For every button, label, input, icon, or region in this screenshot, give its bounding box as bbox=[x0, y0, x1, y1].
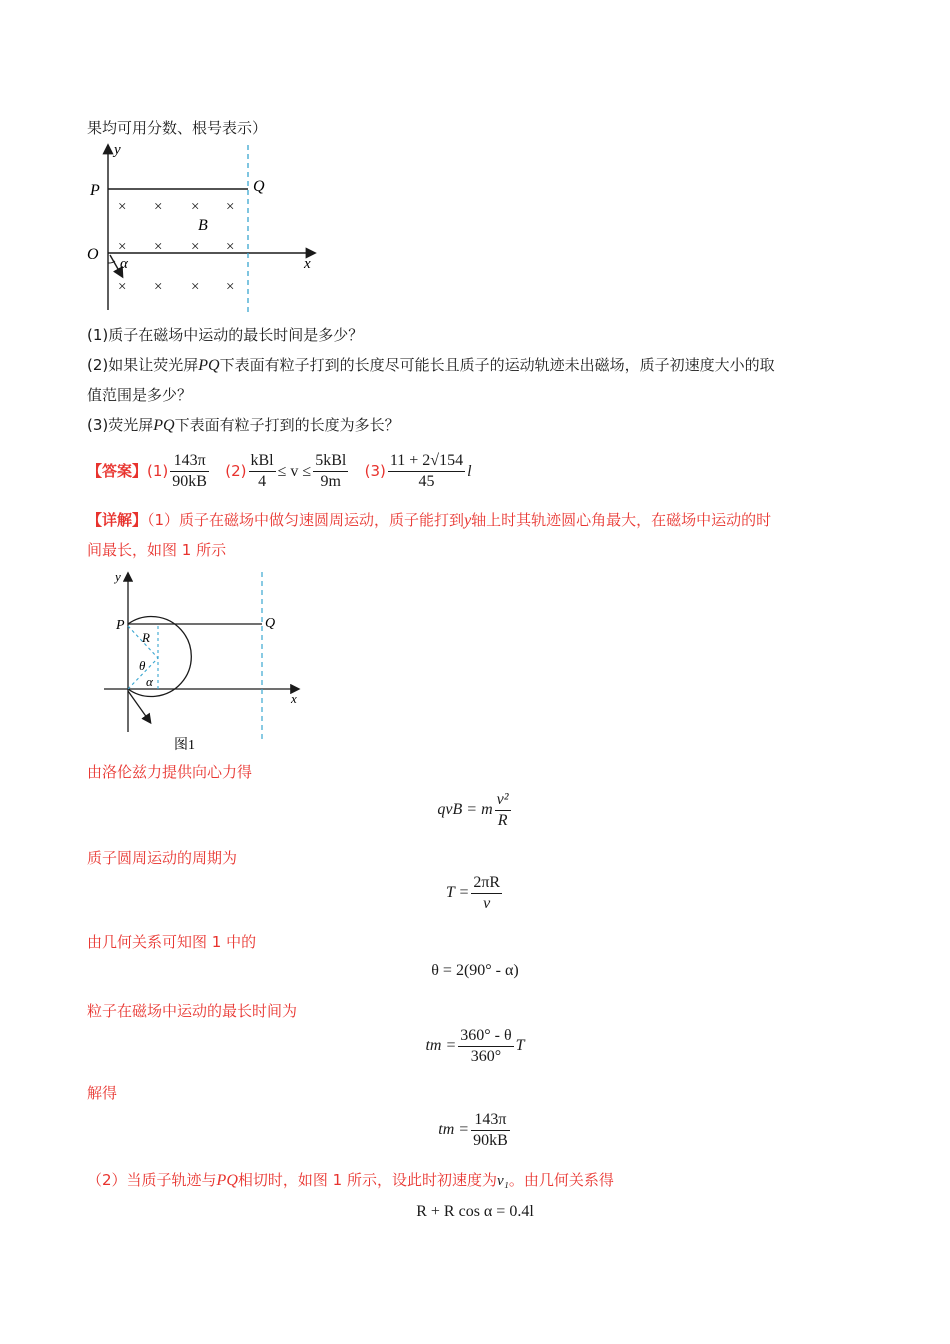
step-2-text: 质子圆周运动的周期为 bbox=[87, 849, 238, 867]
fig1-label-alpha: α bbox=[146, 674, 153, 689]
label-alpha: α bbox=[120, 256, 128, 272]
detail-line-1: 【详解】（1）质子在磁场中做匀速圆周运动，质子能打到y轴上时其轨迹圆心角最大，在磁场中运动的时 bbox=[87, 511, 772, 529]
cross: × bbox=[118, 239, 127, 255]
fig1-label-r: R bbox=[142, 630, 150, 645]
formula-2: T = $\frac{2\pi R}{v}$ bbox=[445, 874, 501, 912]
label-y: y bbox=[114, 142, 121, 158]
formula-5: tm = $\frac{143\pi}{90kB}$ bbox=[438, 1111, 508, 1149]
cross: × bbox=[226, 239, 235, 255]
answer-3-frac: $\frac{11 + 2√154}{45}$ bbox=[389, 452, 464, 490]
cross: × bbox=[226, 279, 235, 295]
step-3-text: 由几何关系可知图 1 中的 bbox=[87, 933, 257, 951]
answer-line: 【答案】(1) $\frac{143\pi}{90kB}$ (2) $\frac{\text{kBl}}{4}$ ≤ v ≤ $\frac{\text{5kBl}}{9m}$ (3) $\frac{11 + 2√154}{45}$ l bbox=[87, 452, 472, 490]
formula-1: qvB = m $\frac{\text{v²}}{R}$ bbox=[437, 791, 509, 829]
cross: × bbox=[154, 199, 163, 215]
question-2-cont: 值范围是多少？ bbox=[87, 386, 193, 404]
cross: × bbox=[154, 279, 163, 295]
formula-3: θ = 2(90° - α) bbox=[431, 962, 519, 979]
fig1-trajectory bbox=[128, 617, 191, 697]
label-b: B bbox=[198, 217, 208, 234]
question-2: (2)如果让荧光屏PQ下表面有粒子打到的长度尽可能长且质子的运动轨迹未出磁场，质子初速度大小的取 bbox=[87, 356, 775, 374]
detail-line-2: 间最长，如图 1 所示 bbox=[87, 541, 227, 559]
step-6-text: （2）当质子轨迹与PQ相切时，如图 1 所示，设此时初速度为v₁。由几何关系得 bbox=[87, 1171, 614, 1189]
cross: × bbox=[226, 199, 235, 215]
fig1-caption: 图1 bbox=[174, 738, 195, 753]
answer-2-right-frac: $\frac{\text{5kBl}}{9m}$ bbox=[315, 452, 347, 490]
cross: × bbox=[191, 199, 200, 215]
step-5-text: 解得 bbox=[87, 1084, 118, 1102]
cross: × bbox=[118, 279, 127, 295]
answer-label: 【答案】 bbox=[87, 462, 148, 480]
fig1-label-p: P bbox=[116, 618, 125, 633]
step-4-text: 粒子在磁场中运动的最长时间为 bbox=[87, 1002, 298, 1020]
fig1-label-x: x bbox=[291, 691, 297, 706]
fig1-label-q: Q bbox=[265, 616, 276, 631]
intro-text: 果均可用分数、根号表示） bbox=[87, 119, 268, 137]
cross: × bbox=[191, 239, 200, 255]
formula-4: tm = $\frac{360^\circ - \theta}{360^\circ}$ T bbox=[425, 1027, 525, 1065]
figure-1 bbox=[100, 566, 310, 756]
problem-figure bbox=[82, 140, 332, 315]
question-1: (1)质子在磁场中运动的最长时间是多少？ bbox=[87, 326, 364, 344]
formula-6: R + R cos α = 0.4l bbox=[416, 1203, 534, 1220]
fig1-label-y: y bbox=[115, 569, 121, 584]
answer-2-left-frac: $\frac{\text{kBl}}{4}$ bbox=[250, 452, 274, 490]
label-p: P bbox=[90, 182, 100, 199]
cross: × bbox=[154, 239, 163, 255]
label-o: O bbox=[87, 246, 99, 263]
label-x: x bbox=[304, 256, 311, 272]
step-1-text: 由洛伦兹力提供向心力得 bbox=[87, 763, 253, 781]
cross: × bbox=[191, 279, 200, 295]
question-3: (3)荧光屏PQ下表面有粒子打到的长度为多长？ bbox=[87, 416, 400, 434]
label-q: Q bbox=[253, 178, 265, 195]
fig1-label-theta: θ bbox=[139, 658, 146, 673]
cross: × bbox=[118, 199, 127, 215]
answer-1-frac: $\frac{143\pi}{90kB}$ bbox=[172, 452, 207, 490]
